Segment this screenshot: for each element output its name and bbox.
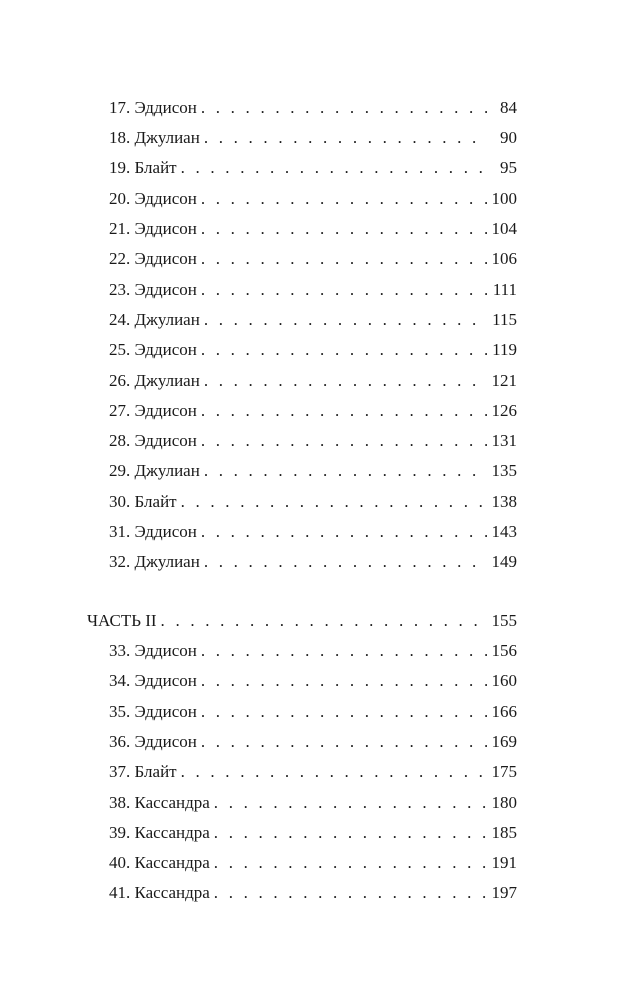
toc-entry <box>109 214 517 244</box>
page-number: 90 <box>500 128 517 147</box>
chapter-title: 38. Кассандра <box>109 793 210 812</box>
dot-leader <box>204 123 487 153</box>
chapter-title: 19. Блайт <box>109 158 177 177</box>
dot-leader <box>181 757 487 787</box>
toc-entry <box>109 487 517 517</box>
dot-leader <box>204 305 487 335</box>
chapter-title: 35. Эддисон <box>109 702 197 721</box>
page-number: 156 <box>491 641 517 660</box>
page-number: 121 <box>491 371 517 390</box>
dot-leader <box>201 244 487 274</box>
toc-entry <box>109 818 517 848</box>
toc-entry <box>109 666 517 696</box>
toc-entry <box>109 244 517 274</box>
chapter-title: 25. Эддисон <box>109 340 197 359</box>
chapter-title: 23. Эддисон <box>109 280 197 299</box>
chapter-title: 17. Эддисон <box>109 98 197 117</box>
dot-leader <box>204 456 487 486</box>
dot-leader <box>161 606 487 636</box>
dot-leader <box>214 848 487 878</box>
dot-leader <box>201 184 487 214</box>
chapter-title: 36. Эддисон <box>109 732 197 751</box>
toc-entry <box>109 305 517 335</box>
dot-leader <box>214 878 487 908</box>
page-number: 191 <box>491 853 517 872</box>
chapter-title: 32. Джулиан <box>109 552 200 571</box>
page-number: 155 <box>491 611 517 630</box>
dot-leader <box>201 697 487 727</box>
toc-entry <box>109 426 517 456</box>
chapter-title: 21. Эддисон <box>109 219 197 238</box>
page-number: 169 <box>491 732 517 751</box>
toc-entry <box>109 93 517 123</box>
chapter-title: 41. Кассандра <box>109 883 210 902</box>
toc-entry <box>109 184 517 214</box>
chapter-title: 24. Джулиан <box>109 310 200 329</box>
dot-leader <box>181 487 487 517</box>
dot-leader <box>214 818 487 848</box>
page-number: 84 <box>500 98 517 117</box>
page-number: 131 <box>491 431 517 450</box>
page-number: 160 <box>491 671 517 690</box>
chapter-title: 39. Кассандра <box>109 823 210 842</box>
chapter-title: 34. Эддисон <box>109 671 197 690</box>
toc-entry <box>109 123 517 153</box>
page-number: 135 <box>491 461 517 480</box>
toc-entry <box>109 153 517 183</box>
dot-leader <box>201 426 487 456</box>
dot-leader <box>201 727 487 757</box>
dot-leader <box>214 788 487 818</box>
page-number: 175 <box>491 762 517 781</box>
page-number: 197 <box>491 883 517 902</box>
page-number: 166 <box>491 702 517 721</box>
chapter-title: 40. Кассандра <box>109 853 210 872</box>
chapter-title: 29. Джулиан <box>109 461 200 480</box>
dot-leader <box>201 214 487 244</box>
toc-entry <box>109 848 517 878</box>
toc-entry <box>109 366 517 396</box>
chapter-title: 30. Блайт <box>109 492 177 511</box>
page-number: 95 <box>500 158 517 177</box>
toc-entry <box>109 517 517 547</box>
dot-leader <box>201 93 487 123</box>
toc-entry <box>109 697 517 727</box>
dot-leader <box>204 547 487 577</box>
chapter-title: 27. Эддисон <box>109 401 197 420</box>
chapter-title: 37. Блайт <box>109 762 177 781</box>
toc-entry <box>109 788 517 818</box>
toc-entry <box>109 547 517 577</box>
page-number: 111 <box>492 280 517 299</box>
toc-entry <box>109 727 517 757</box>
toc-entry <box>109 757 517 787</box>
chapter-title: 31. Эддисон <box>109 522 197 541</box>
toc-entry <box>109 396 517 426</box>
toc-entry <box>109 878 517 908</box>
dot-leader <box>201 335 487 365</box>
dot-leader <box>201 396 487 426</box>
page-number: 185 <box>491 823 517 842</box>
page-number: 115 <box>492 310 517 329</box>
dot-leader <box>201 636 487 666</box>
page-number: 119 <box>492 340 517 359</box>
page-number: 138 <box>491 492 517 511</box>
chapter-title: 26. Джулиан <box>109 371 200 390</box>
toc-entry <box>109 275 517 305</box>
page-number: 149 <box>491 552 517 571</box>
page-number: 143 <box>491 522 517 541</box>
dot-leader <box>201 275 487 305</box>
page-number: 100 <box>491 189 517 208</box>
toc-entry <box>109 335 517 365</box>
chapter-title: 33. Эддисон <box>109 641 197 660</box>
page-number: 106 <box>491 249 517 268</box>
page-number: 180 <box>491 793 517 812</box>
toc-entry <box>109 636 517 666</box>
chapter-title: 18. Джулиан <box>109 128 200 147</box>
toc-part-heading <box>87 606 517 636</box>
dot-leader <box>201 517 487 547</box>
chapter-title: 20. Эддисон <box>109 189 197 208</box>
toc-entry <box>109 456 517 486</box>
dot-leader <box>201 666 487 696</box>
page-number: 126 <box>491 401 517 420</box>
dot-leader <box>204 366 487 396</box>
chapter-title: 28. Эддисон <box>109 431 197 450</box>
page-number: 104 <box>491 219 517 238</box>
dot-leader <box>181 153 487 183</box>
chapter-title: 22. Эддисон <box>109 249 197 268</box>
part-title: ЧАСТЬ II <box>87 611 157 630</box>
